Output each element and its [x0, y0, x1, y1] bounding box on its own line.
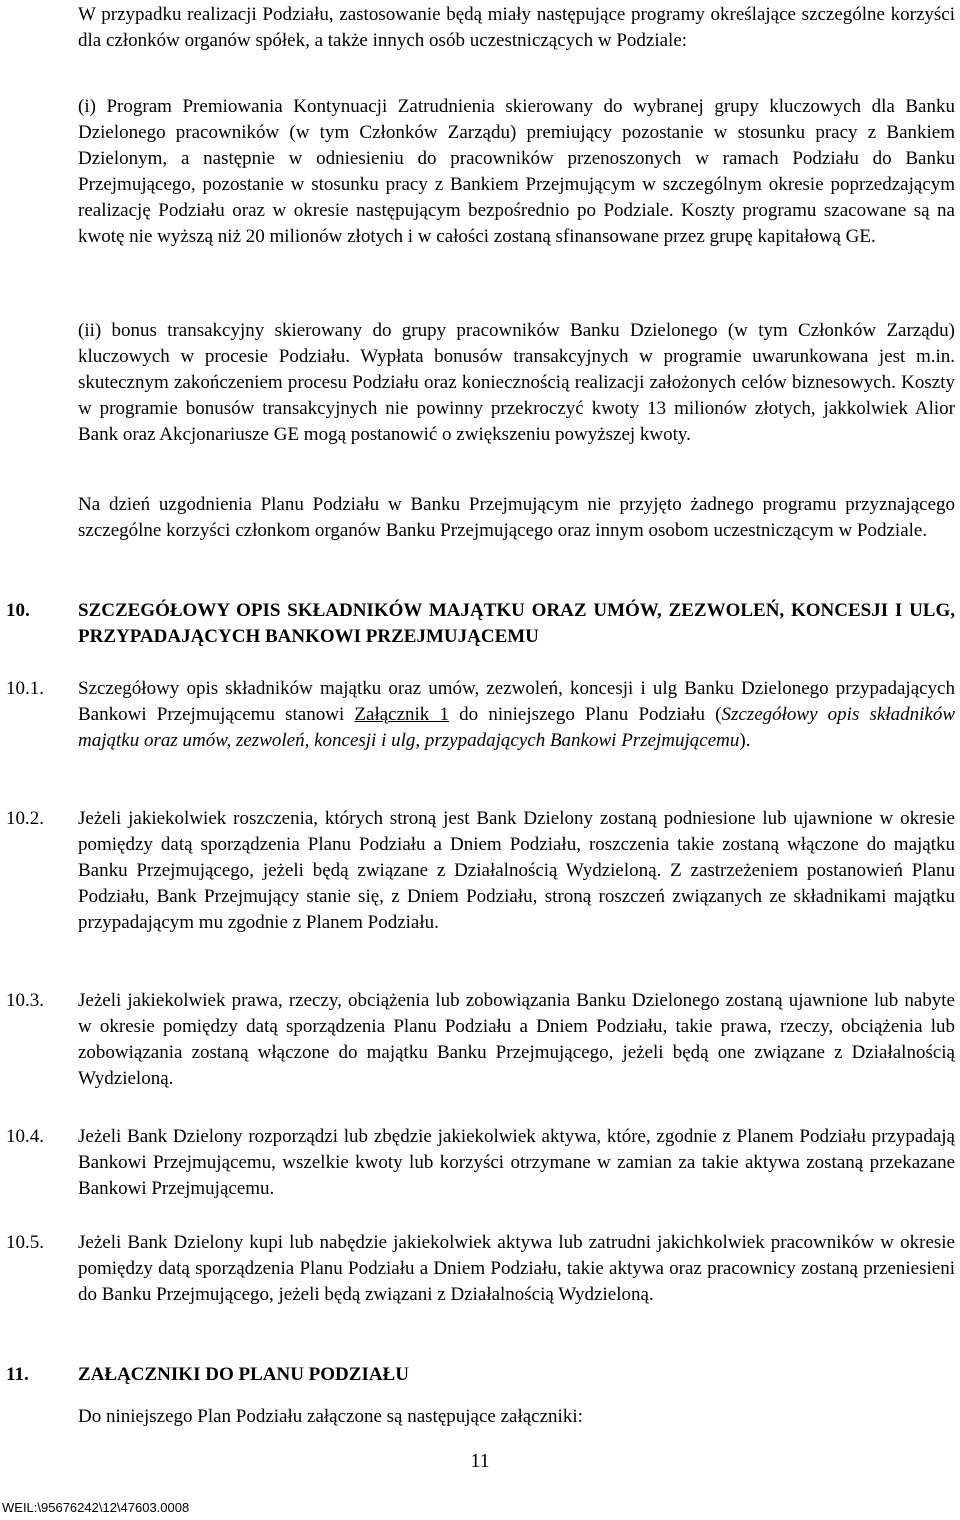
program-i-paragraph: (i) Program Premiowania Kontynuacji Zatrudnienia skierowany do wybranej grupy kluczowych dla Banku Dzielonego pracowników (w tym Członków Zarządu) premiujący pozostanie w stosunku pracy z Bankiem Dzielonym, a następnie w odniesieniu do pracowników przenoszonych w ramach Podziału do Banku Przejmującego, pozostanie w stosunku pracy z Bankiem Przejmującym w szczególnym okresie poprzedzającym realizację Podziału oraz w okresie następującym bezpośrednio po Podziale. Koszty programu szacowane są na kwotę nie wyższą niż 20 milionów złotych i w całości zostaną sfinansowane przez grupę kapitałową GE.	[78, 96, 955, 247]
section-11-title: ZAŁĄCZNIKI DO PLANU PODZIAŁU	[78, 1364, 409, 1385]
item-10-1-text-c: ).	[739, 730, 751, 751]
item-10-2	[6, 806, 955, 936]
page-number: 11	[470, 1450, 490, 1472]
intro-paragraph: W przypadku realizacji Podziału, zastosowanie będą miały następujące programy określające szczególne korzyści dla członków organów spółek, a także innych osób uczestniczących w Podziale:	[78, 4, 955, 51]
attachment-1-link[interactable]: Załącznik 1	[354, 704, 449, 725]
no-program-paragraph: Na dzień uzgodnienia Planu Podziału w Banku Przejmującym nie przyjęto żadnego programu przyznającego szczególne korzyści członkom organów Banku Przejmującego oraz innym osobom uczestniczącym w Podziale.	[78, 494, 955, 541]
section-10-heading	[6, 598, 955, 650]
section-10-number: 10.	[6, 600, 30, 621]
item-10-1-text	[78, 676, 955, 754]
item-10-4-text: Jeżeli Bank Dzielony rozporządzi lub zbędzie jakiekolwiek aktywa, które, zgodnie z Planem Podziału przypadają Bankowi Przejmującemu, wszelkie kwoty lub korzyści otrzymane w zamian za takie aktywa zostaną przekazane Bankowi Przejmującemu.	[78, 1126, 955, 1199]
item-10-5	[6, 1230, 955, 1308]
section-11-text: Do niniejszego Plan Podziału załączone są następujące załączniki:	[78, 1406, 583, 1427]
item-10-1	[6, 676, 955, 754]
item-10-1-number: 10.1.	[6, 678, 44, 699]
item-10-4-number: 10.4.	[6, 1126, 44, 1147]
item-10-4	[6, 1124, 955, 1202]
item-10-1-text-b: do niniejszego Planu Podziału (	[448, 704, 722, 725]
item-10-5-text: Jeżeli Bank Dzielony kupi lub nabędzie jakiekolwiek aktywa lub zatrudni jakichkolwiek pracowników w okresie pomiędzy datą sporządzenia Planu Podziału a Dniem Podziału, takie aktywa oraz pracownicy zostaną przeniesieni do Banku Przejmującego, jeżeli będą związani z Działalnością Wydzieloną.	[78, 1232, 955, 1305]
item-10-5-number: 10.5.	[6, 1232, 44, 1253]
footer-document-reference: WEIL:\95676242\12\47603.0008	[2, 1500, 190, 1515]
item-10-3	[6, 988, 955, 1092]
section-10-title: SZCZEGÓŁOWY OPIS SKŁADNIKÓW MAJĄTKU ORAZ UMÓW, ZEZWOLEŃ, KONCESJI I ULG, PRZYPADAJĄCYCH BANKOWI PRZEJMUJĄCEMU	[78, 600, 955, 647]
item-10-3-text: Jeżeli jakiekolwiek prawa, rzeczy, obciążenia lub zobowiązania Banku Dzielonego zostaną ujawnione lub nabyte w okresie pomiędzy datą sporządzenia Planu Podziału a Dniem Podziału, takie prawa, rzeczy, obciążenia lub zobowiązania zostaną włączone do majątku Banku Przejmującego, jeżeli będą one związane z Działalnością Wydzieloną.	[78, 990, 955, 1089]
program-ii-paragraph: (ii) bonus transakcyjny skierowany do grupy pracowników Banku Dzielonego (w tym Członków Zarządu) kluczowych w procesie Podziału. Wypłata bonusów transakcyjnych w programie uwarunkowana jest m.in. skutecznym zakończeniem procesu Podziału oraz koniecznością realizacji założonych celów biznesowych. Koszty w programie bonusów transakcyjnych nie powinny przekroczyć kwoty 13 milionów złotych, jakkolwiek Alior Bank oraz Akcjonariusze GE mogą postanowić o zwiększeniu powyższej kwoty.	[78, 320, 955, 445]
item-10-2-text: Jeżeli jakiekolwiek roszczenia, których stroną jest Bank Dzielony zostaną podniesione lub ujawnione w okresie pomiędzy datą sporządzenia Planu Podziału a Dniem Podziału, roszczenia takie zostaną włączone do majątku Banku Przejmującego, jeżeli będą związane z Działalnością Wydzieloną. Z zastrzeżeniem postanowień Planu Podziału, Bank Przejmujący stanie się, z Dniem Podziału, stroną roszczeń związanych ze składnikami majątku przypadającym mu zgodnie z Planem Podziału.	[78, 808, 955, 933]
item-10-2-number: 10.2.	[6, 808, 44, 829]
section-11-heading	[6, 1362, 955, 1388]
item-10-1-text-a: Szczegółowy opis składników majątku oraz umów, zezwoleń, koncesji i ulg Banku Dzielonego przypadających Bankowi Przejmującemu stanowi	[78, 678, 955, 725]
item-10-1-italic: Szczegółowy opis składników majątku oraz umów, zezwoleń, koncesji i ulg, przypadających Bankowi Przejmującemu	[78, 704, 956, 751]
section-11-number: 11.	[6, 1364, 29, 1385]
item-10-3-number: 10.3.	[6, 990, 44, 1011]
